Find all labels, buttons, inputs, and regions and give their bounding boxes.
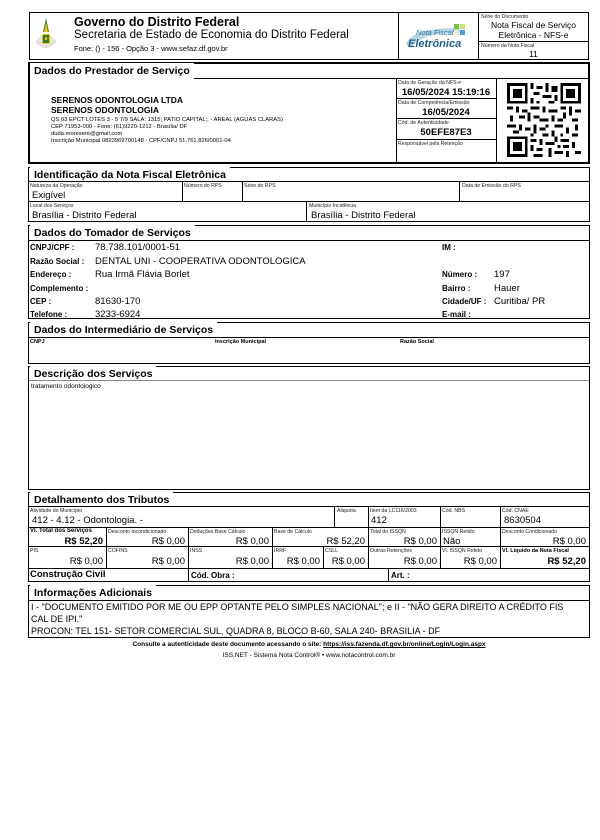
qr-code[interactable] [507,82,581,158]
art-label: Art. : [391,571,410,580]
descricao-title: Descrição dos Serviços [30,366,156,382]
issqn-retido-label: ISSQN Retido [442,529,475,535]
data-geracao-label: Data de Geração da NFS-e [398,80,462,86]
cod-autenticidade-label: Cód. de Autenticidade [398,120,449,126]
deducoes-label: Deduções Base Cálculo [190,529,246,535]
total-issqn-value: R$ 0,00 [403,536,437,547]
desc-incond-value: R$ 0,00 [151,536,185,547]
item-lc-value: 412 [371,515,387,526]
vl-issqn-retido-value: R$ 0,00 [463,556,497,567]
intermediario-razao-label: Razão Social [400,339,434,345]
adicionais-title: Informações Adicionais [30,585,156,601]
base-calculo-label: Base de Cálculo [274,529,312,535]
serie-label: Série do Documento [481,14,529,20]
tomador-bairro-label: Bairro : [442,284,471,293]
serie-value-2: Eletrônica - NFS-e [498,30,569,40]
irrf-label: IRRF [274,548,287,554]
tomador-razao-label: Razão Social : [30,257,85,266]
prestador-cep-fone: CEP 71953-000 - Fone: (61)9220-1212 - Brasília/ DF [51,124,188,130]
cofins-label: COFINS [108,548,128,554]
prestador-email: duda.moresere@gmail.com [51,131,123,137]
tomador-cidade-value: Curitiba/ PR [494,296,546,307]
autenticidade-link[interactable]: https://iss.fazenda.df.gov.br/online/Login/Login.aspx [323,641,486,648]
construcao-civil-label: Construção Civil [30,569,106,580]
tomador-cidade-label: Cidade/UF : [442,297,487,306]
tomador-endereco-value: Rua Irmã Flávia Borlet [95,269,190,280]
atividade-label: Atividade do Município [30,508,83,514]
cod-nbs-label: Cód. NBS [442,508,466,514]
tomador-numero-label: Número : [442,270,478,279]
cofins-value: R$ 0,00 [151,556,185,567]
svg-text:Eletrônica: Eletrônica [408,38,462,50]
vl-total-label: Vl. Total dos Serviços [30,528,92,534]
adicionais-line-1: I - "DOCUMENTO EMITIDO POR ME OU EPP OPTANTE PELO SIMPLES NACIONAL"; e II - "NÃO GERA DIREITO A CRÉDITO FIS [31,602,564,612]
descricao-text: tratamento odontologico [31,383,101,390]
cod-autenticidade-value: 50EFE87E3 [420,127,472,138]
tomador-telefone-label: Telefone : [30,310,68,319]
serie-value-1: Nota Fiscal de Serviço [490,20,577,30]
consulte-text: Consulte a autenticidade deste documento acessando o site: [132,641,324,648]
prestador-inscricao: Inscrição Municipal 0823969700148 - CPF/CNPJ 51.761.826/0001-04 [51,138,231,144]
numero-rps-label: Número do RPS [184,183,222,189]
footer-credits: ISS.NET - Sistema Nota Control® • www.notacontrol.com.br [222,652,396,659]
desc-incond-label: Desconto Incondicionado [108,529,167,535]
prestador-nome-fantasia: SERENOS ODONTOLOGIA [51,105,159,115]
tomador-cep-label: CEP : [30,297,52,306]
tomador-cnpj-value: 78.738.101/0001-51 [95,242,181,253]
footer-consulte [28,641,590,648]
desc-cond-value: R$ 0,00 [552,536,586,547]
tomador-numero-value: 197 [494,269,510,280]
df-coat-of-arms-icon [34,16,58,56]
tomador-endereco-label: Endereço : [30,270,72,279]
total-issqn-label: Total do ISSQN [370,529,406,535]
outras-retencoes-value: R$ 0,00 [403,556,437,567]
local-servicos-label: Local dos Serviços [30,203,74,209]
tomador-razao-value: DENTAL UNI - COOPERATIVA ODONTOLOGICA [95,256,306,267]
tomador-cep-value: 81630-170 [95,296,141,307]
local-servicos-value: Brasília - Distrito Federal [32,210,137,221]
secretaria-title: Secretaria de Estado de Economia do Distrito Federal [74,29,349,41]
tomador-bairro-value: Hauer [494,283,520,294]
identificacao-title: Identificação da Nota Fiscal Eletrônica [30,167,230,183]
atividade-value: 412 - 4.12 - Odontologia. - [32,515,143,526]
vl-issqn-retido-label: Vl. ISSQN Retido [442,548,483,554]
prestador-endereco: QS 03 EPCT LOTES 3 - 5 7/9 SALA: 1315; PATIO CAPITAL;, - AREAL (AGUAS CLARAS) [51,117,283,123]
data-competencia-label: Data de Competência/Emissão [398,100,470,106]
inss-label: INSS [190,548,203,554]
vl-liquido-label: Vl. Líquido da Nota Fiscal [502,548,569,554]
tomador-cnpj-label: CNPJ/CPF : [30,243,75,252]
adicionais-line-2: CAL DE IPI." [31,614,83,624]
csll-value: R$ 0,00 [331,556,365,567]
natureza-label: Natureza da Operação [30,183,83,189]
natureza-value: Exigível [32,190,66,201]
desc-cond-label: Desconto Condicionado [502,529,558,535]
cod-cnae-value: 8630504 [504,515,541,526]
prestador-title: Dados do Prestador de Serviço [30,63,194,79]
pis-value: R$ 0,00 [69,556,103,567]
serie-rps-label: Série do RPS [244,183,276,189]
intermediario-title: Dados do Intermediário de Serviços [30,322,217,338]
issqn-retido-value: Não [443,536,461,547]
tributos-title: Detalhamento dos Tributos [30,492,173,508]
base-calculo-value: R$ 52,20 [326,536,365,547]
numero-nota-value: 11 [529,49,538,59]
tomador-email-label: E-mail : [442,310,471,319]
municipio-incidencia-label: Município Incidência [309,203,357,209]
aliquota-label: Aliquota [337,508,356,514]
tomador-im-label: IM : [442,243,456,252]
descricao-section [28,366,590,490]
nota-fiscal-eletronica-logo [402,18,474,54]
csll-label: CSLL [325,548,338,554]
data-competencia-value: 16/05/2024 [422,107,470,118]
outras-retencoes-label: Outras Retenções [370,548,412,554]
inss-value: R$ 0,00 [235,556,269,567]
data-rps-label: Data de Emissão do RPS [462,183,521,189]
gov-title: Governo do Distrito Federal [74,15,240,29]
responsavel-retencao-label: Responsável pela Retenção [398,141,463,147]
intermediario-inscricao-label: Inscrição Municipal [215,339,267,345]
data-geracao-value: 16/05/2024 15:19:16 [401,87,491,98]
prestador-razao-social: SERENOS ODONTOLOGIA LTDA [51,95,184,105]
gov-contact: Fone: () - 156 - Opção 3 - www.sefaz.df.gov.br [74,44,228,53]
municipio-incidencia-value: Brasília - Distrito Federal [311,210,416,221]
irrf-value: R$ 0,00 [286,556,320,567]
tomador-telefone-value: 3233-6924 [95,309,141,320]
intermediario-cnpj-label: CNPJ [30,339,45,345]
deducoes-value: R$ 0,00 [235,536,269,547]
logo-text-top: Nota Fiscal [416,28,454,37]
cod-cnae-label: Cód. CNAE [502,508,529,514]
vl-total-value: R$ 52,20 [64,536,103,547]
numero-nota-label: Número da Nota Fiscal [481,43,535,49]
tomador-title: Dados do Tomador de Serviços [30,225,195,241]
adicionais-line-3: PROCON: TEL 151- SETOR COMERCIAL SUL, QUADRA 8, BLOCO B-60, SALA 240- BRASILIA - DF [31,626,441,636]
item-lc-label: Item da LC116/2003 [370,508,417,514]
vl-liquido-value: R$ 52,20 [547,556,586,567]
pis-label: PIS [30,548,39,554]
tomador-complemento-label: Complemento : [30,284,89,293]
cod-obra-label: Cód. Obra : [191,571,235,580]
